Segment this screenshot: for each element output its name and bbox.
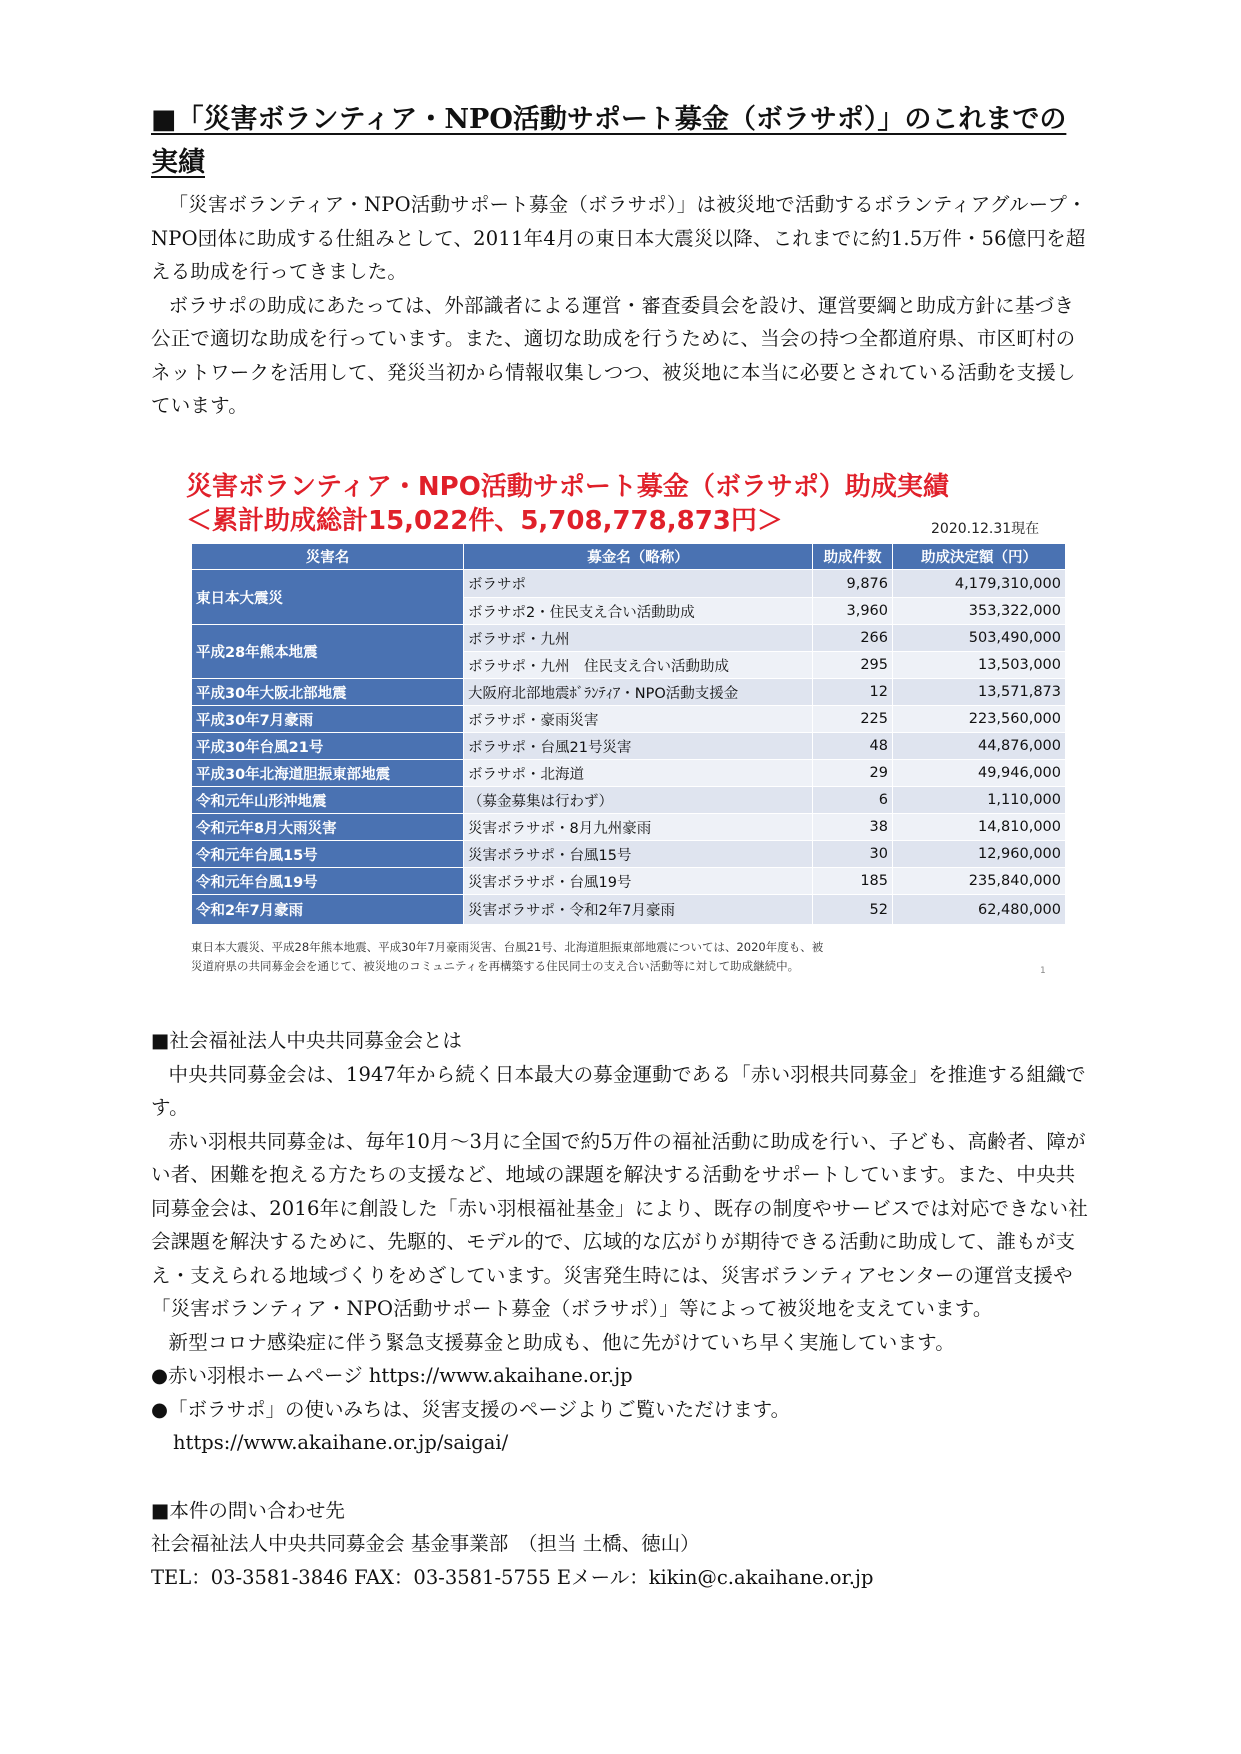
amount-cell: 503,490,000 xyxy=(893,625,1066,652)
disaster-cell: 令和元年台風19号 xyxy=(192,868,464,895)
amount-cell: 62,480,000 xyxy=(893,895,1066,925)
table-row xyxy=(192,814,1066,841)
count-cell: 52 xyxy=(813,895,893,925)
borasapo-usage-text: ●「ボラサポ」の使いみちは、災害支援のページよりご覧いただけます。 xyxy=(151,1397,791,1421)
amount-cell: 1,110,000 xyxy=(893,787,1066,814)
about-paragraph-1: 中央共同募金会は、1947年から続く日本最大の募金運動である「赤い羽根共同募金」を推進する組織です。 xyxy=(151,1062,1086,1119)
about-section xyxy=(151,1024,1091,1594)
disaster-cell: 東日本大震災 xyxy=(192,570,464,625)
fund-cell: ボラサポ・北海道 xyxy=(464,760,813,787)
count-cell: 6 xyxy=(813,787,893,814)
table-row xyxy=(192,570,1066,598)
disaster-cell: 令和2年7月豪雨 xyxy=(192,895,464,925)
amount-cell: 13,503,000 xyxy=(893,652,1066,679)
intro-paragraph-2: ボラサポの助成にあたっては、外部識者による運営・審査委員会を設け、運営要綱と助成方針に基づき公正で適切な助成を行っています。また、適切な助成を行うために、当会の持つ全都道府県、市区町村のネットワークを活用して、発災当初から情報収集しつつ、被災地に本当に必要とされている活動を支援しています。 xyxy=(151,293,1076,417)
count-cell: 30 xyxy=(813,841,893,868)
disaster-cell: 平成30年大阪北部地震 xyxy=(192,679,464,706)
table-header-row xyxy=(192,544,1066,570)
contact-org: 社会福祉法人中央共同募金会 基金事業部 （担当 土橋、徳山） xyxy=(151,1532,700,1555)
disaster-cell: 平成30年7月豪雨 xyxy=(192,706,464,733)
saigai-link[interactable]: https://www.akaihane.or.jp/saigai/ xyxy=(173,1431,509,1454)
fund-cell: ボラサポ2・住民支え合い活動助成 xyxy=(464,598,813,625)
intro-paragraph-1: 「災害ボランティア・NPO活動サポート募金（ボラサポ）」は被災地で活動するボランティアグループ・NPO団体に助成する仕組みとして、2011年4月の東日本大震災以降、これまでに約1.5万件・56億円を超える助成を行ってきました。 xyxy=(151,193,1087,283)
amount-cell: 14,810,000 xyxy=(893,814,1066,841)
amount-cell: 12,960,000 xyxy=(893,841,1066,868)
contact-heading: ■本件の問い合わせ先 xyxy=(151,1498,345,1522)
header-amount: 助成決定額（円） xyxy=(893,544,1066,570)
about-paragraph-2: 赤い羽根共同募金は、毎年10月～3月に全国で約5万件の福祉活動に助成を行い、子ども、高齢者、障がい者、困難を抱える方たちの支援など、地域の課題を解決する活動をサポートしています。また、中央共同募金会は、2016年に創設した「赤い羽根福祉基金」により、既存の制度やサービスでは対応できない社会課題を解決するために、先駆的、モデル的で、広域的な広がりが期待できる活動に助成して、誰もが支え・支えられる地域づくりをめざしています。災害発生時には、災害ボランティアセンターの運営支援や「災害ボランティア・NPO活動サポート募金（ボラサポ）」等によって被災地を支えています。 xyxy=(151,1129,1088,1320)
table-row xyxy=(192,787,1066,814)
amount-cell: 353,322,000 xyxy=(893,598,1066,625)
fund-cell: 大阪府北部地震ﾎﾞﾗﾝﾃｨｱ・NPO活動支援金 xyxy=(464,679,813,706)
count-cell: 12 xyxy=(813,679,893,706)
page-title: ■「災害ボランティア・NPO活動サポート募金（ボラサポ）」のこれまでの実績 xyxy=(151,104,1067,178)
fund-cell: ボラサポ・豪雨災害 xyxy=(464,706,813,733)
header-count: 助成件数 xyxy=(813,544,893,570)
disaster-cell: 令和元年8月大雨災害 xyxy=(192,814,464,841)
table-row xyxy=(192,706,1066,733)
figure-title: 災害ボランティア・NPO活動サポート募金（ボラサポ）助成実績 xyxy=(186,472,949,502)
fund-cell: ボラサポ・台風21号災害 xyxy=(464,733,813,760)
about-heading: ■社会福祉法人中央共同募金会とは xyxy=(151,1029,462,1052)
table-row xyxy=(192,841,1066,868)
count-cell: 185 xyxy=(813,868,893,895)
figure-as-of-date: 2020.12.31現在 xyxy=(931,521,1040,537)
fund-cell: ボラサポ・九州 住民支え合い活動助成 xyxy=(464,652,813,679)
table-row xyxy=(192,760,1066,787)
disaster-cell: 平成30年北海道胆振東部地震 xyxy=(192,760,464,787)
fund-cell: 災害ボラサポ・台風15号 xyxy=(464,841,813,868)
fund-cell: 災害ボラサポ・台風19号 xyxy=(464,868,813,895)
intro-section xyxy=(151,98,1091,423)
count-cell: 38 xyxy=(813,814,893,841)
header-fund: 募金名（略称） xyxy=(464,544,813,570)
amount-cell: 235,840,000 xyxy=(893,868,1066,895)
homepage-link[interactable]: ●赤い羽根ホームページ https://www.akaihane.or.jp xyxy=(151,1364,633,1387)
count-cell: 9,876 xyxy=(813,570,893,598)
fund-cell: 災害ボラサポ・令和2年7月豪雨 xyxy=(464,895,813,925)
disaster-cell: 令和元年台風15号 xyxy=(192,841,464,868)
table-row xyxy=(192,733,1066,760)
count-cell: 266 xyxy=(813,625,893,652)
table-row xyxy=(192,679,1066,706)
count-cell: 29 xyxy=(813,760,893,787)
contact-details: TEL：03-3581-3846 FAX：03-3581-5755 Eメール：kikin@c.akaihane.or.jp xyxy=(151,1565,874,1589)
amount-cell: 4,179,310,000 xyxy=(893,570,1066,598)
fund-cell: ボラサポ xyxy=(464,570,813,598)
figure-subtitle: ＜累計助成総計15,022件、5,708,778,873円＞ xyxy=(186,506,783,536)
table-row xyxy=(192,625,1066,652)
disaster-cell: 平成30年台風21号 xyxy=(192,733,464,760)
figure-page-number: 1 xyxy=(1040,966,1046,976)
fund-cell: 災害ボラサポ・8月九州豪雨 xyxy=(464,814,813,841)
grant-table xyxy=(191,543,1066,925)
disaster-cell: 平成28年熊本地震 xyxy=(192,625,464,679)
count-cell: 3,960 xyxy=(813,598,893,625)
figure-note xyxy=(191,938,1051,976)
table-row xyxy=(192,895,1066,925)
fund-cell: （募金募集は行わず） xyxy=(464,787,813,814)
fund-cell: ボラサポ・九州 xyxy=(464,625,813,652)
count-cell: 225 xyxy=(813,706,893,733)
amount-cell: 13,571,873 xyxy=(893,679,1066,706)
disaster-cell: 令和元年山形沖地震 xyxy=(192,787,464,814)
table-row xyxy=(192,868,1066,895)
grant-results-figure xyxy=(186,470,1066,976)
header-disaster: 災害名 xyxy=(192,544,464,570)
count-cell: 48 xyxy=(813,733,893,760)
figure-note-line: 東日本大震災、平成28年熊本地震、平成30年7月豪雨災害、台風21号、北海道胆振東部地震については、2020年度も、被 xyxy=(191,940,824,954)
amount-cell: 49,946,000 xyxy=(893,760,1066,787)
figure-note-line: 災道府県の共同募金会を通じて、被災地のコミュニティを再構築する住民同士の支え合い活動等に対して助成継続中。 xyxy=(191,959,800,973)
amount-cell: 44,876,000 xyxy=(893,733,1066,760)
count-cell: 295 xyxy=(813,652,893,679)
about-paragraph-3: 新型コロナ感染症に伴う緊急支援募金と助成も、他に先がけていち早く実施しています。 xyxy=(168,1330,955,1354)
amount-cell: 223,560,000 xyxy=(893,706,1066,733)
